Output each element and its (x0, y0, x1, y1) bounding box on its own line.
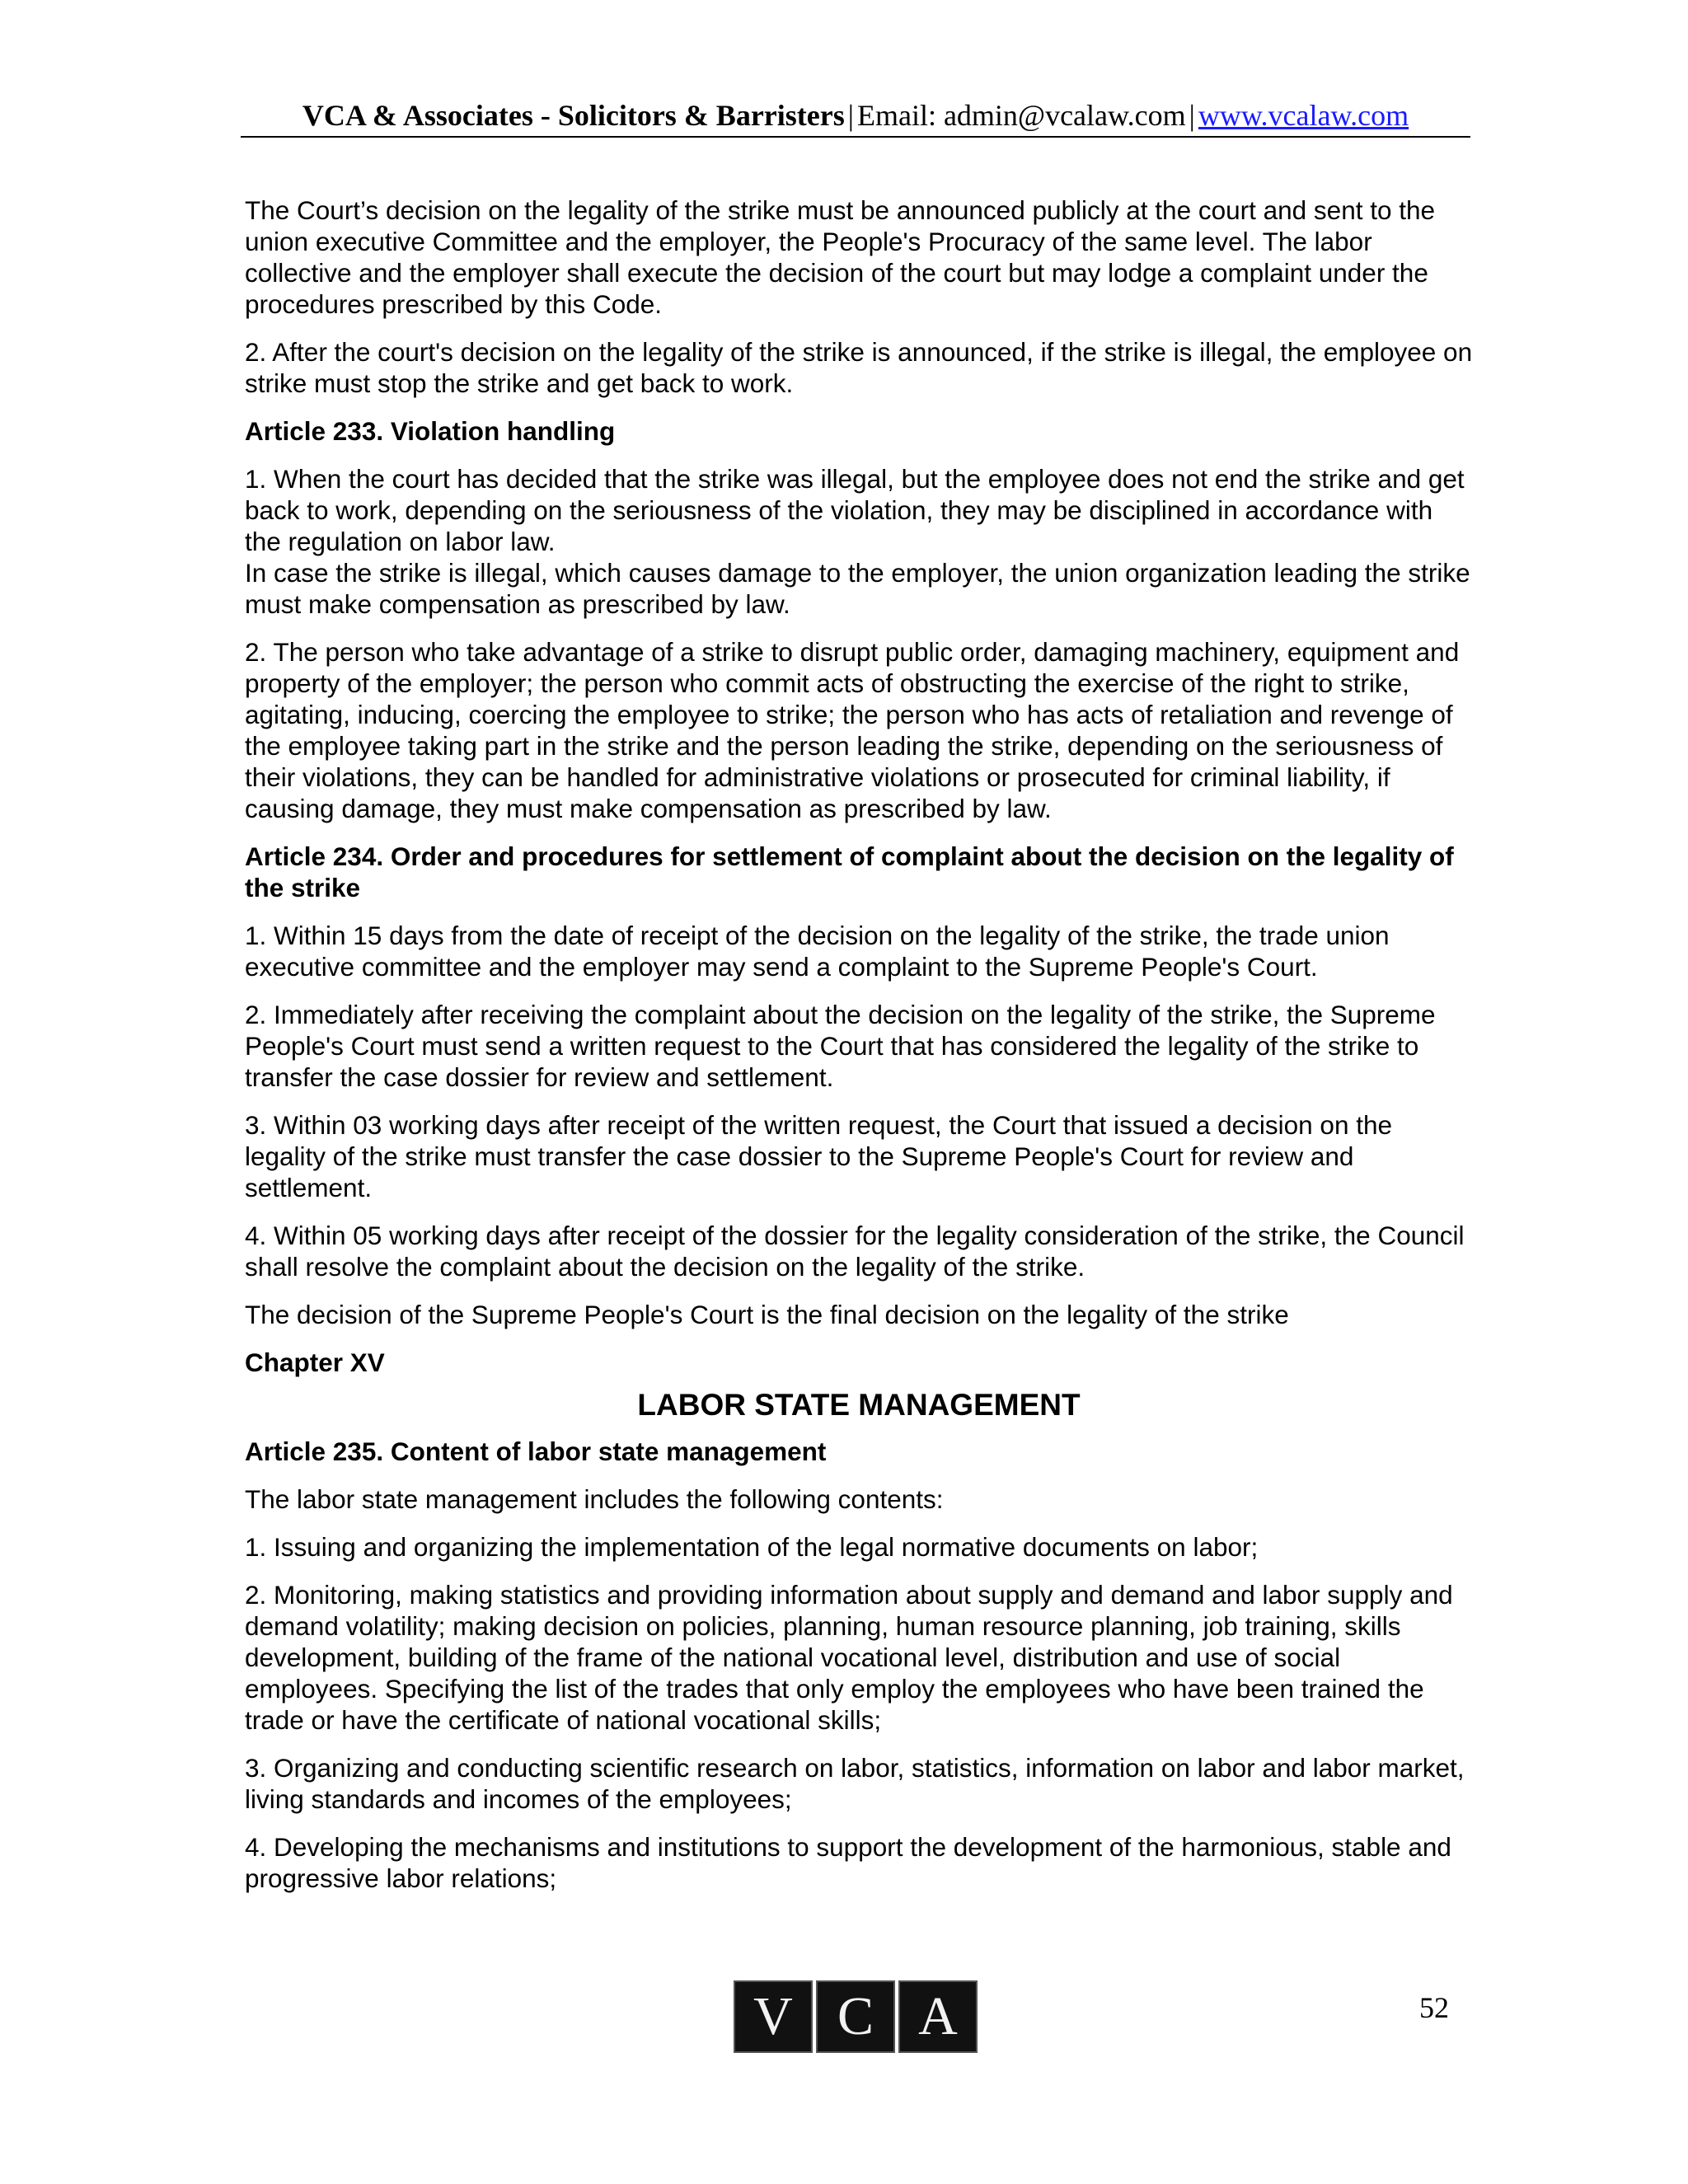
paragraph: 2. Monitoring, making statistics and providing information about supply and demand and labor supply and demand volatility; making decision on policies, planning, human resource planning, job training, skills development, building of the frame of the national vocational level, distribution and use of social employees. Specifying the list of the trades that only employ the employees who have been trained the trade or have the certificate of national vocational skills; (245, 1580, 1453, 1735)
vca-logo (734, 1980, 978, 2053)
paragraph: The Court’s decision on the legality of the strike must be announced publicly at the court and sent to the union executive Committee and the employer, the People's Procuracy of the same level. The labor collective and the employer shall execute the decision of the court but may lodge a complaint under the procedures prescribed by this Code. (245, 195, 1436, 319)
paragraph: 1. When the court has decided that the strike was illegal, but the employee does not end the strike and get back to work, depending on the seriousness of the violation, they may be disciplined in accordance with the regulation on labor law. (245, 464, 1465, 556)
header-rule (241, 136, 1470, 138)
paragraph: 4. Within 05 working days after receipt of the dossier for the legality consideration of the strike, the Council shall resolve the complaint about the decision on the legality of the strike. (245, 1221, 1465, 1282)
paragraph: 2. After the court's decision on the legality of the strike is announced, if the strike is illegal, the employee on strike must stop the strike and get back to work. (245, 337, 1473, 398)
header-email: Email: admin@vcalaw.com (856, 99, 1186, 132)
paragraph: 2. The person who take advantage of a strike to disrupt public order, damaging machinery, equipment and property of the employer; the person who commit acts of obstructing the exercise of the right to strike, agitating, inducing, coercing the employee to strike; the person who has acts of retaliation and revenge of the employee taking part in the strike and the person leading the strike, depending on the seriousness of their violations, they can be handled for administrative violations or prosecuted for criminal liability, if causing damage, they must make compensation as prescribed by law. (245, 637, 1460, 823)
paragraph: 3. Organizing and conducting scientific research on labor, statistics, information on labor and labor market, living standards and incomes of the employees; (245, 1753, 1465, 1814)
article-heading: Article 235. Content of labor state management (245, 1436, 827, 1466)
chapter-title: LABOR STATE MANAGEMENT (637, 1388, 1081, 1422)
header-divider-2: | (1189, 99, 1195, 132)
article-heading: Article 234. Order and procedures for settlement of complaint about the decision on the legality of the strike (245, 841, 1454, 902)
chapter-label: Chapter XV (245, 1347, 385, 1377)
logo-letter-c: C (816, 1980, 895, 2053)
firm-name: VCA & Associates - Solicitors & Barristers (302, 99, 845, 132)
paragraph: The labor state management includes the following contents: (245, 1484, 944, 1514)
paragraph: 1. Issuing and organizing the implementation of the legal normative documents on labor; (245, 1532, 1259, 1562)
document-body (245, 194, 1473, 1910)
header-divider-1: | (847, 99, 854, 132)
paragraph: 1. Within 15 days from the date of receipt of the decision on the legality of the strike, the trade union executive committee and the employer may send a complaint to the Supreme People's Court. (245, 921, 1390, 982)
paragraph: 4. Developing the mechanisms and institutions to support the development of the harmonious, stable and progressive labor relations; (245, 1832, 1451, 1893)
logo-letter-v: V (734, 1980, 813, 2053)
website-link[interactable]: www.vcalaw.com (1198, 99, 1409, 132)
paragraph: The decision of the Supreme People's Court is the final decision on the legality of the strike (245, 1300, 1289, 1329)
paragraph: In case the strike is illegal, which causes damage to the employer, the union organization leading the strike must make compensation as prescribed by law. (245, 558, 1470, 619)
article-heading: Article 233. Violation handling (245, 416, 616, 446)
page-number: 52 (1419, 1991, 1449, 2024)
paragraph: 2. Immediately after receiving the complaint about the decision on the legality of the strike, the Supreme People's Court must send a written request to the Court that has considered the legality of the strike to transfer the case dossier for review and settlement. (245, 1000, 1436, 1092)
logo-letter-a: A (898, 1980, 978, 2053)
page-header (241, 97, 1470, 134)
paragraph: 3. Within 03 working days after receipt of the written request, the Court that issued a decision on the legality of the strike must transfer the case dossier to the Supreme People's Court for review and settlement. (245, 1110, 1392, 1202)
